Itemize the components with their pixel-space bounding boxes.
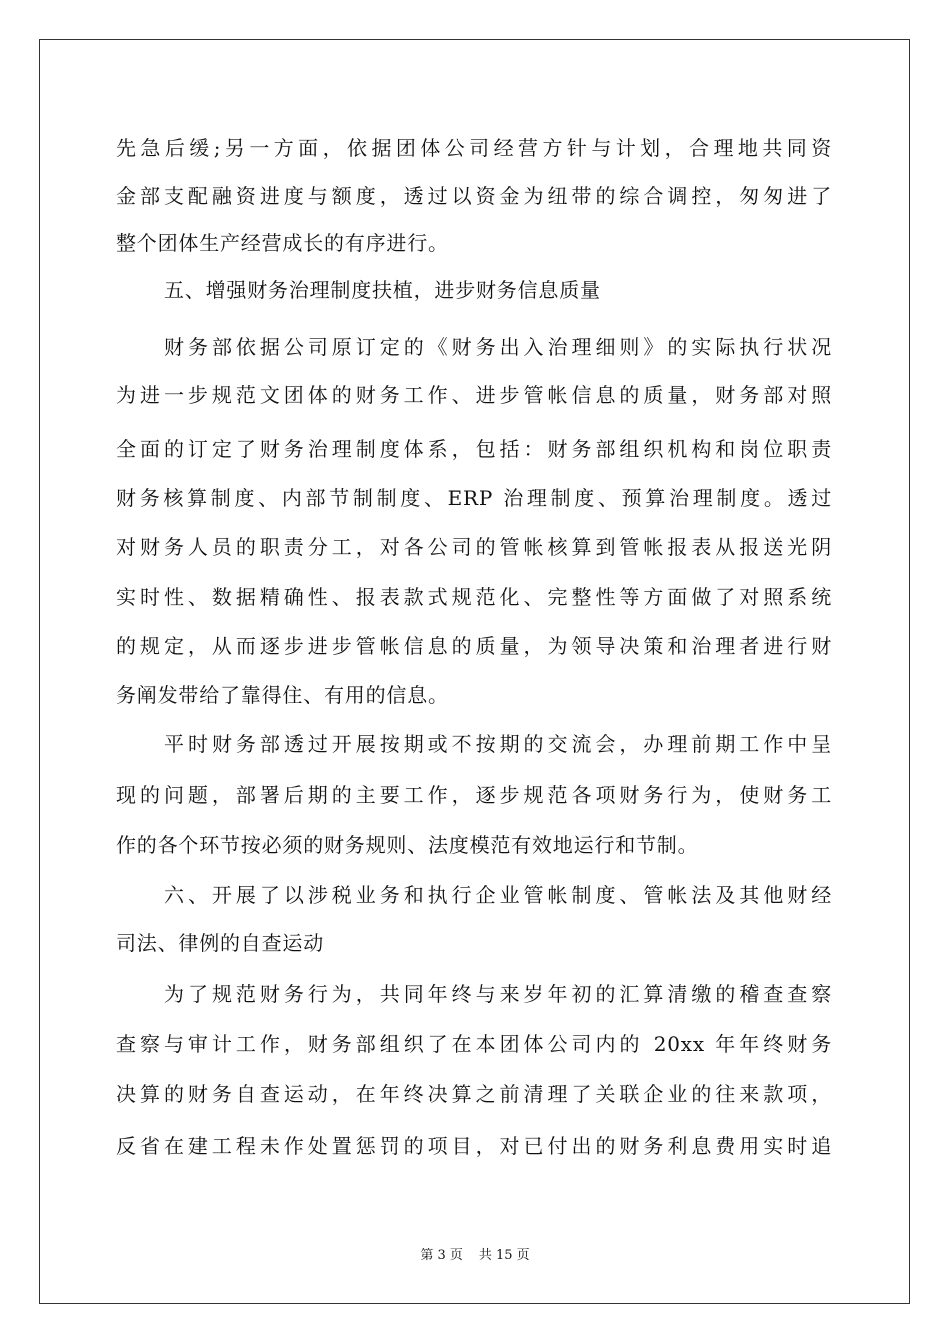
section-heading-6: 六、开展了以涉税业务和执行企业管帐制度、管帐法及其他财经: [164, 883, 832, 907]
page-footer: [0, 1248, 950, 1264]
text-line: 财务核算制度、内部节制制度、ERP 治理制度、预算治理制度。透过: [116, 486, 832, 510]
text-line: 平时财务部透过开展按期或不按期的交流会，办理前期工作中呈: [164, 732, 832, 756]
text-line: 先急后缓;另一方面，依据团体公司经营方针与计划，合理地共同资: [116, 136, 832, 160]
section-heading-5: 五、增强财务治理制度扶植，进步财务信息质量: [164, 278, 601, 302]
text-line: 整个团体生产经营成长的有序进行。: [116, 231, 449, 255]
text-line: 现的问题，部署后期的主要工作，逐步规范各项财务行为，使财务工: [116, 783, 832, 807]
text-line: 反省在建工程未作处置惩罚的项目，对已付出的财务利息费用实时追: [116, 1134, 832, 1158]
text-line: 财务部依据公司原订定的《财务出入治理细则》的实际执行状况: [164, 335, 832, 359]
text-line: 对财务人员的职责分工，对各公司的管帐核算到管帐报表从报送光阴: [116, 535, 832, 559]
text-line: 决算的财务自查运动，在年终决算之前清理了关联企业的往来款项，: [116, 1082, 832, 1106]
text-line: 查察与审计工作，财务部组织了在本团体公司内的 20xx 年年终财务: [116, 1032, 832, 1056]
text-line: 务阐发带给了靠得住、有用的信息。: [116, 683, 449, 707]
text-line: 全面的订定了财务治理制度体系，包括：财务部组织机构和岗位职责: [116, 437, 832, 461]
text-line: 金部支配融资进度与额度，透过以资金为纽带的综合调控，匆匆进了: [116, 184, 832, 208]
text-line: 为进一步规范文团体的财务工作、进步管帐信息的质量，财务部对照: [116, 383, 832, 407]
page-total: 共 15 页: [478, 1248, 530, 1263]
text-line: 的规定，从而逐步进步管帐信息的质量，为领导决策和治理者进行财: [116, 634, 832, 658]
text-line: 实时性、数据精确性、报表款式规范化、完整性等方面做了对照系统: [116, 585, 832, 609]
text-line: 为了规范财务行为，共同年终与来岁年初的汇算清缴的稽查查察: [164, 982, 832, 1006]
text-line: 作的各个环节按必须的财务规则、法度模范有效地运行和节制。: [116, 833, 699, 857]
page-border: [39, 39, 910, 1304]
page-number: 第 3 页: [420, 1248, 463, 1263]
section-heading-6-cont: 司法、律例的自查运动: [116, 931, 324, 955]
